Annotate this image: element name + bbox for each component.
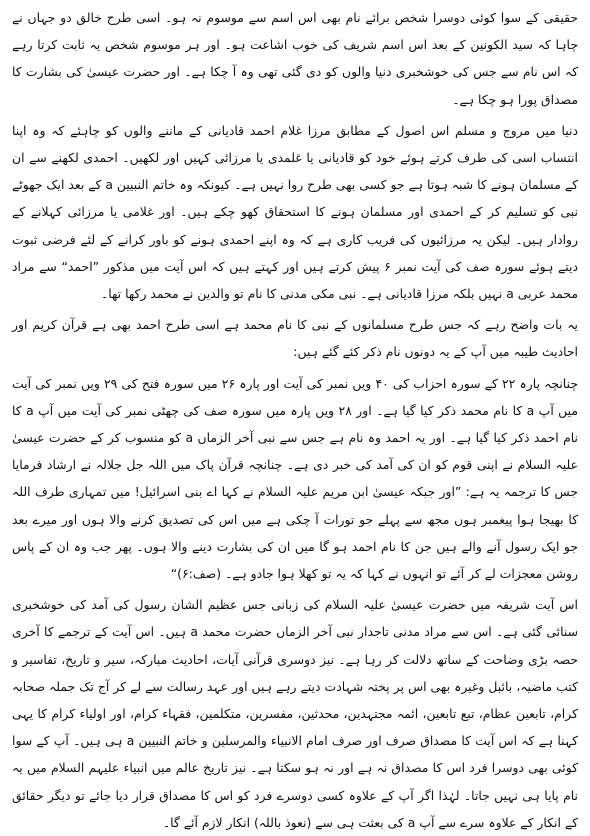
paragraph-4: چنانچہ پارہ ۲۲ کے سورہ احزاب کی ۴۰ ویں نمبر کی آیت اور پارہ ۲۶ میں سورہ فتح کی ۲۹ ویں نمبر کی آیت میں آپ a کا نام محمد ذکر کیا گیا ہے۔ اور ۲۸ ویں پارہ میں سورہ صف کی چھٹی نمبر کی آیت میں آپ a کا نام احمد ذکر کیا گیا ہے۔ اور یہ احمد وہ نام ہے جس سے نبی آخر الزماں a کو منسوب کر کے حضرت عیسیٰ علیہ السلام نے اپنی قوم کو ان کی آمد کی خبر دی ہے۔ چنانچہ قرآن پاک میں اللہ جل جلالہ نے ارشاد فرمایا جس کا ترجمہ یہ ہے: ”اور جبکہ عیسیٰ ابن مریم علیہ السلام نے کہا اے بنی اسرائیل! میں تمہاری طرف اللہ کا بھیجا ہوا پیغمبر ہوں مجھ سے پہلے جو تورات آ چکی ہے میں اس کی تصدیق کرنے والا ہوں اور میرے بعد جو ایک رسول آنے والے ہیں جن کا نام احمد ہو گا میں ان کی بشارت دینے والا ہوں۔ پھر جب وہ ان کے پاس روشن معجزات لے کر آئے تو انہوں نے کہا کہ یہ تو کھلا ہوا جادو ہے۔ (صف:۶)“ — [12, 375, 578, 582]
paragraph-5: اس آیت شریفہ میں حضرت عیسیٰ علیہ السلام کی زبانی جس عظیم الشان رسول کی آمد کی خوشخبری سنائی گئی ہے۔ اس سے مراد مدنی تاجدار نبی آخر الزماں حضرت محمد a ہیں۔ اس آیت کے ترجمے کا آخری حصہ بڑی وضاحت کے ساتھ دلالت کر رہا ہے۔ نیز دوسری قرآنی آیات، احادیث مبارکہ، سیر و تاریخ، تفاسیر و کتب ماضیہ، بائبل وغیرہ بھی اس پر پختہ شہادت دیتے رہے ہیں اور عہد رسالت سے لے کر آج تک جملہ صحابہ کرام، تابعین عظام، تبع تابعین، ائمہ مجتہدین، محدثین، مفسرین، متکلمین، فقہاء کرام، اور اولیاء کرام کا یہی کہنا ہے کہ اس آیت کا مصداق صرف اور صرف امام الانبیاء والمرسلین و خاتم النبیین a ہی ہیں۔ آپ کے سوا کوئی بھی دوسرا فرد اس کا مصداق نہ ہے اور نہ ہو سکتا ہے۔ نیز تاریخ عالم میں انبیاء علیہم السلام میں یہ نام پایا ہی نہیں جاتا۔ لہٰذا اگر آپ کے علاوہ کسی دوسرے فرد کو اس کا مصداق قرار دیا جائے تو دیگر حقائق کے انکار کے علاوہ سرے سے آپ a کی بعثت ہی سے (نعوذ باللہ) انکار لازم آئے گا۔ — [12, 597, 578, 830]
paragraph-1: حقیقی کے سوا کوئی دوسرا شخص برائے نام بھی اس اسم سے موسوم نہ ہو۔ اسی طرح خالق دو جہاں نے چاہا کہ سید الکونین کے بعد اس اسم شریف کی خوب اشاعت ہو۔ اور ہر موسوم شخص یہ ثابت کرتا رہے کہ اس نام سے جس کی خوشخبری دنیا والوں کو دی گئی تھی وہ آ چکا ہے۔ اور حضرت عیسیٰ کی بشارت کا مصداق پورا ہو چکا ہے۔ — [12, 10, 578, 107]
paragraph-3: یہ بات واضح رہے کہ جس طرح مسلمانوں کے نبی کا نام محمد ہے اسی طرح احمد بھی ہے قرآن کریم اور احادیث طیبہ میں آپ کے یہ دونوں نام ذکر کئے گئے ہیں: — [12, 317, 578, 360]
paragraph-2: دنیا میں مروج و مسلم اس اصول کے مطابق مرزا غلام احمد قادیانی کے ماننے والوں کو چاہئے کہ وہ اپنا انتساب اسی کی طرف کرتے ہوئے خود کو قادیانی یا غلمدی یا مرزائی کہیں اور لکھیں۔ احمدی لکھنے سے ان کے مسلمان ہونے کا شبہ ہوتا ہے جو کسی بھی طرح روا نہیں ہے۔ کیونکہ وہ خاتم النبیین a کے بعد ایک جھوٹے نبی کو تسلیم کر کے احمدی اور مسلمان ہونے کا استحقاق کھو چکے ہیں۔ اور غلامی یا مرزائی کہلانے کے روادار ہیں۔ لیکن یہ مرزائیوں کی فریب کاری ہے کہ وہ اپنے احمدی ہونے کو باور کرانے کے لئے فرضی ثبوت دیتے ہوئے سورہ صف کی آیت نمبر ۶ پیش کرتے ہیں اور کہتے ہیں کہ اس آیت میں مذکور ”احمد“ سے مراد محمد عربی a نہیں بلکہ مرزا قادیانی ہے۔ نبی مکی مدنی کا نام تو والدین نے محمد رکھا تھا۔ — [12, 122, 578, 302]
